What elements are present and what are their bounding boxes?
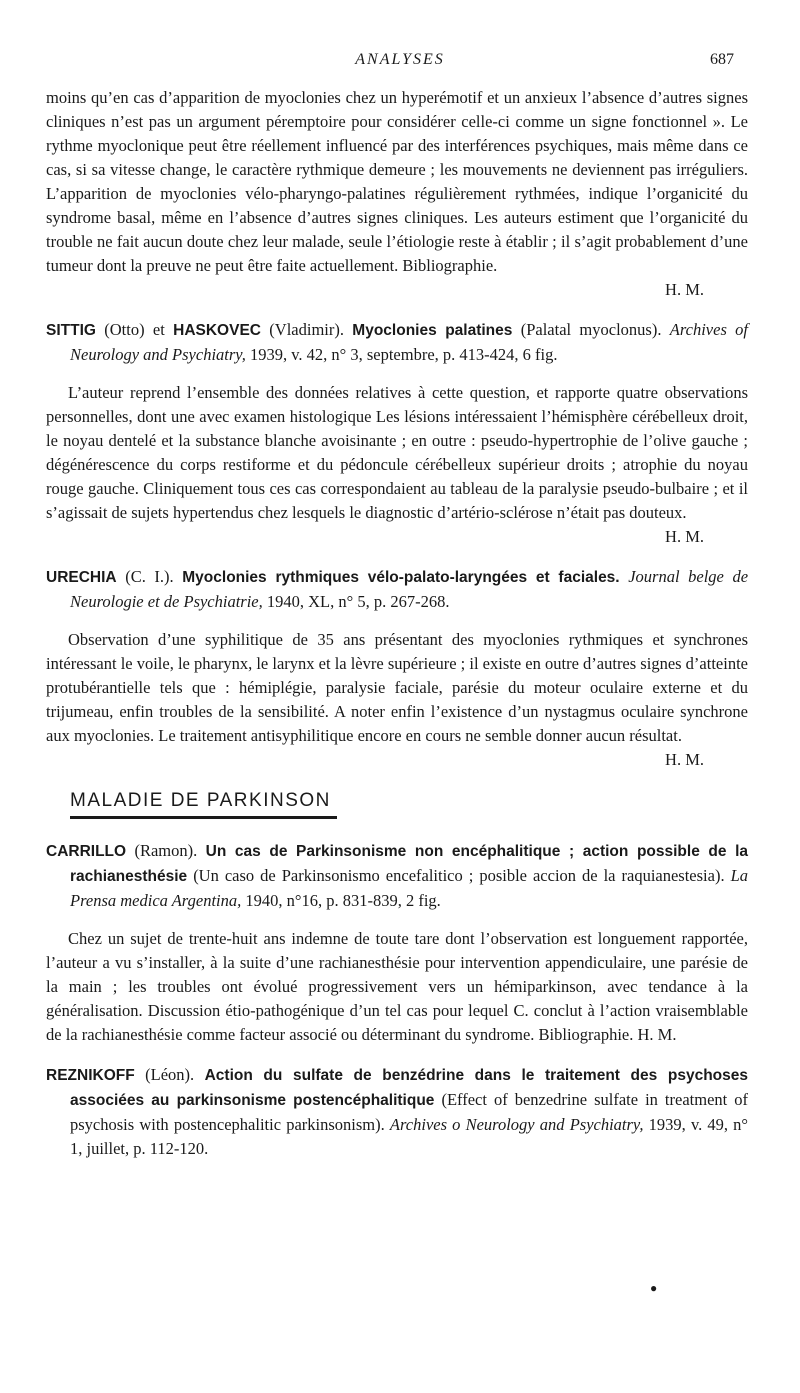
entry-author-first: (Léon). <box>145 1065 195 1084</box>
entry-translation: (Effect of benzedrine sulfate in treatment of psychosis with postencephalitic parkinsonism). <box>70 1090 748 1134</box>
entry-summary-text: Chez un sujet de trente-huit ans indemne de toute tare dont l’observation est longuement rapportée, l’auteur a vu s’installer, à la suite d’une rachianesthésie pour intervention appendiculaire, une parésie de la main ; les troubles ont évolué progressivement vers un hémiparkinson, avec tendance à la généralisation. Discussion étio-pathogénique d’un tel cas pour lequel C. conclut à l’action vraisemblable de la rachianesthésie comme facteur associé ou déterminant du syndrome. Bibliographie. <box>46 929 748 1044</box>
section-title: MALADIE DE PARKINSON <box>70 788 337 819</box>
entry-author: URECHIA <box>46 569 117 586</box>
entry-citation: 1940, n°16, p. 831-839, 2 fig. <box>245 891 441 910</box>
entry-heading <box>46 565 748 614</box>
ink-mark: ● <box>650 1281 658 1295</box>
entry-citation: 1939, v. 42, n° 3, septembre, p. 413-424, 6 fig. <box>249 345 558 364</box>
entry-summary-text: L’auteur reprend l’ensemble des données relatives à cette question, et rapporte quatre observations personnelles, dont une avec examen histologique Les lésions intéressaient l’hémisphère cérébelleux droit, le noyau dentelé et la substance blanche avoisinante ; en outre : pseudo-hypertrophie de l’olive gauche ; dégénérescence du corps restiforme et du pédoncule cérébelleux supérieur droits ; atrophie du noyau rouge gauche. Cliniquement tous ces cas correspondaient au tableau de la paralysie pseudo-bulbaire ; et il s’agissait de sujets hypertendus chez lesquels le diagnostic d’artério-sclérose n’était pas douteux. <box>46 383 748 522</box>
entry-journal: Archives of Neurology and Psychiatry, <box>70 320 749 364</box>
article-body <box>46 86 748 1161</box>
lead-paragraph <box>46 86 748 302</box>
entry-signature: H. M. <box>665 750 704 769</box>
entry-translation: (Un caso de Parkinsonismo encefalitico ; posible accion de la raquianestesia). <box>193 866 725 885</box>
entry-heading <box>46 1063 748 1161</box>
lead-signature: H. M. <box>665 280 704 299</box>
entry-author-first: (Otto) et <box>104 320 165 339</box>
entry-author-2: HASKOVEC <box>173 322 261 339</box>
page-number: 687 <box>710 51 734 68</box>
entry-translation: (Palatal myoclonus). <box>520 320 662 339</box>
entry-title: Action du sulfate de benzédrine dans le traitement des psychoses associées au parkinsonisme postencéphalitique <box>70 1067 749 1109</box>
entry-journal: La Prensa medica Argentina, <box>70 866 749 910</box>
entry-summary <box>46 381 748 549</box>
entry-summary <box>46 628 748 772</box>
running-title: ANALYSES <box>355 51 445 68</box>
entry-author: REZNIKOFF <box>46 1067 135 1084</box>
entry-author: SITTIG <box>46 322 96 339</box>
entry-summary <box>46 927 748 1047</box>
entry-author-first: (C. I.). <box>125 567 174 586</box>
entry-author: CARRILLO <box>46 843 127 860</box>
entry-title: Un cas de Parkinsonisme non encéphalitique ; action possible de la rachianesthésie <box>70 843 749 885</box>
page-header <box>52 48 748 72</box>
entry-summary-text: Observation d’une syphilitique de 35 ans présentant des myoclonies rythmiques et synchrones intéressant le voile, le pharynx, le larynx et la lèvre supérieure ; il existe en outre d’autres signes d’atteinte protubérantielle tels que : hémiplégie, paralysie faciale, parésie du moteur oculaire externe et du trijumeau, enfin troubles de la sensibilité. A noter enfin l’existence d’un nystagmus oculaire synchrone aux myoclonies. Le traitement antisyphilitique encore en cours ne semble donner aucun résultat. <box>46 630 748 745</box>
entry-signature: H. M. <box>665 527 704 546</box>
entry-title: Myoclonies rythmiques vélo-palato-laryngées et faciales. <box>182 569 620 586</box>
entry-citation: 1940, XL, n° 5, p. 267-268. <box>266 592 450 611</box>
entry-title: Myoclonies palatines <box>352 322 513 339</box>
lead-text: moins qu’en cas d’apparition de myoclonies chez un hyperémotif et un anxieux l’absence d’autres signes cliniques n’est pas un argument péremptoire pour considérer celle-ci comme un signe fonctionnel ». Le rythme myoclonique peut être réellement influencé par des interférences psychiques, mais même dans ce cas, si sa vitesse change, le caractère rythmique demeure ; les mouvements ne deviennent pas irréguliers. L’apparition de myoclonies vélo-pharyngo-palatines régulièrement rythmées, indique l’organicité du syndrome basal, même en l’absence d’autres signes cliniques. Les auteurs estiment que l’organicité du trouble ne fait aucun doute chez leur malade, seule l’étiologie reste à établir ; il s’agit probablement d’une tumeur dont la preuve ne peut être faite actuellement. Bibliographie. <box>46 88 748 275</box>
section-heading <box>70 788 337 819</box>
entry-citation: 1939, v. 49, n° 1, juillet, p. 112-120. <box>70 1115 749 1158</box>
entry-journal: Archives o Neurology and Psychiatry, <box>389 1115 644 1134</box>
entry-heading <box>46 839 748 913</box>
entry-journal: Journal belge de Neurologie et de Psychiatrie, <box>70 567 749 611</box>
entry-signature-inline: H. M. <box>637 1025 677 1044</box>
entry-heading <box>46 318 748 367</box>
entry-author-2-first: (Vladimir). <box>269 320 344 339</box>
entry-author-first: (Ramon). <box>134 841 198 860</box>
